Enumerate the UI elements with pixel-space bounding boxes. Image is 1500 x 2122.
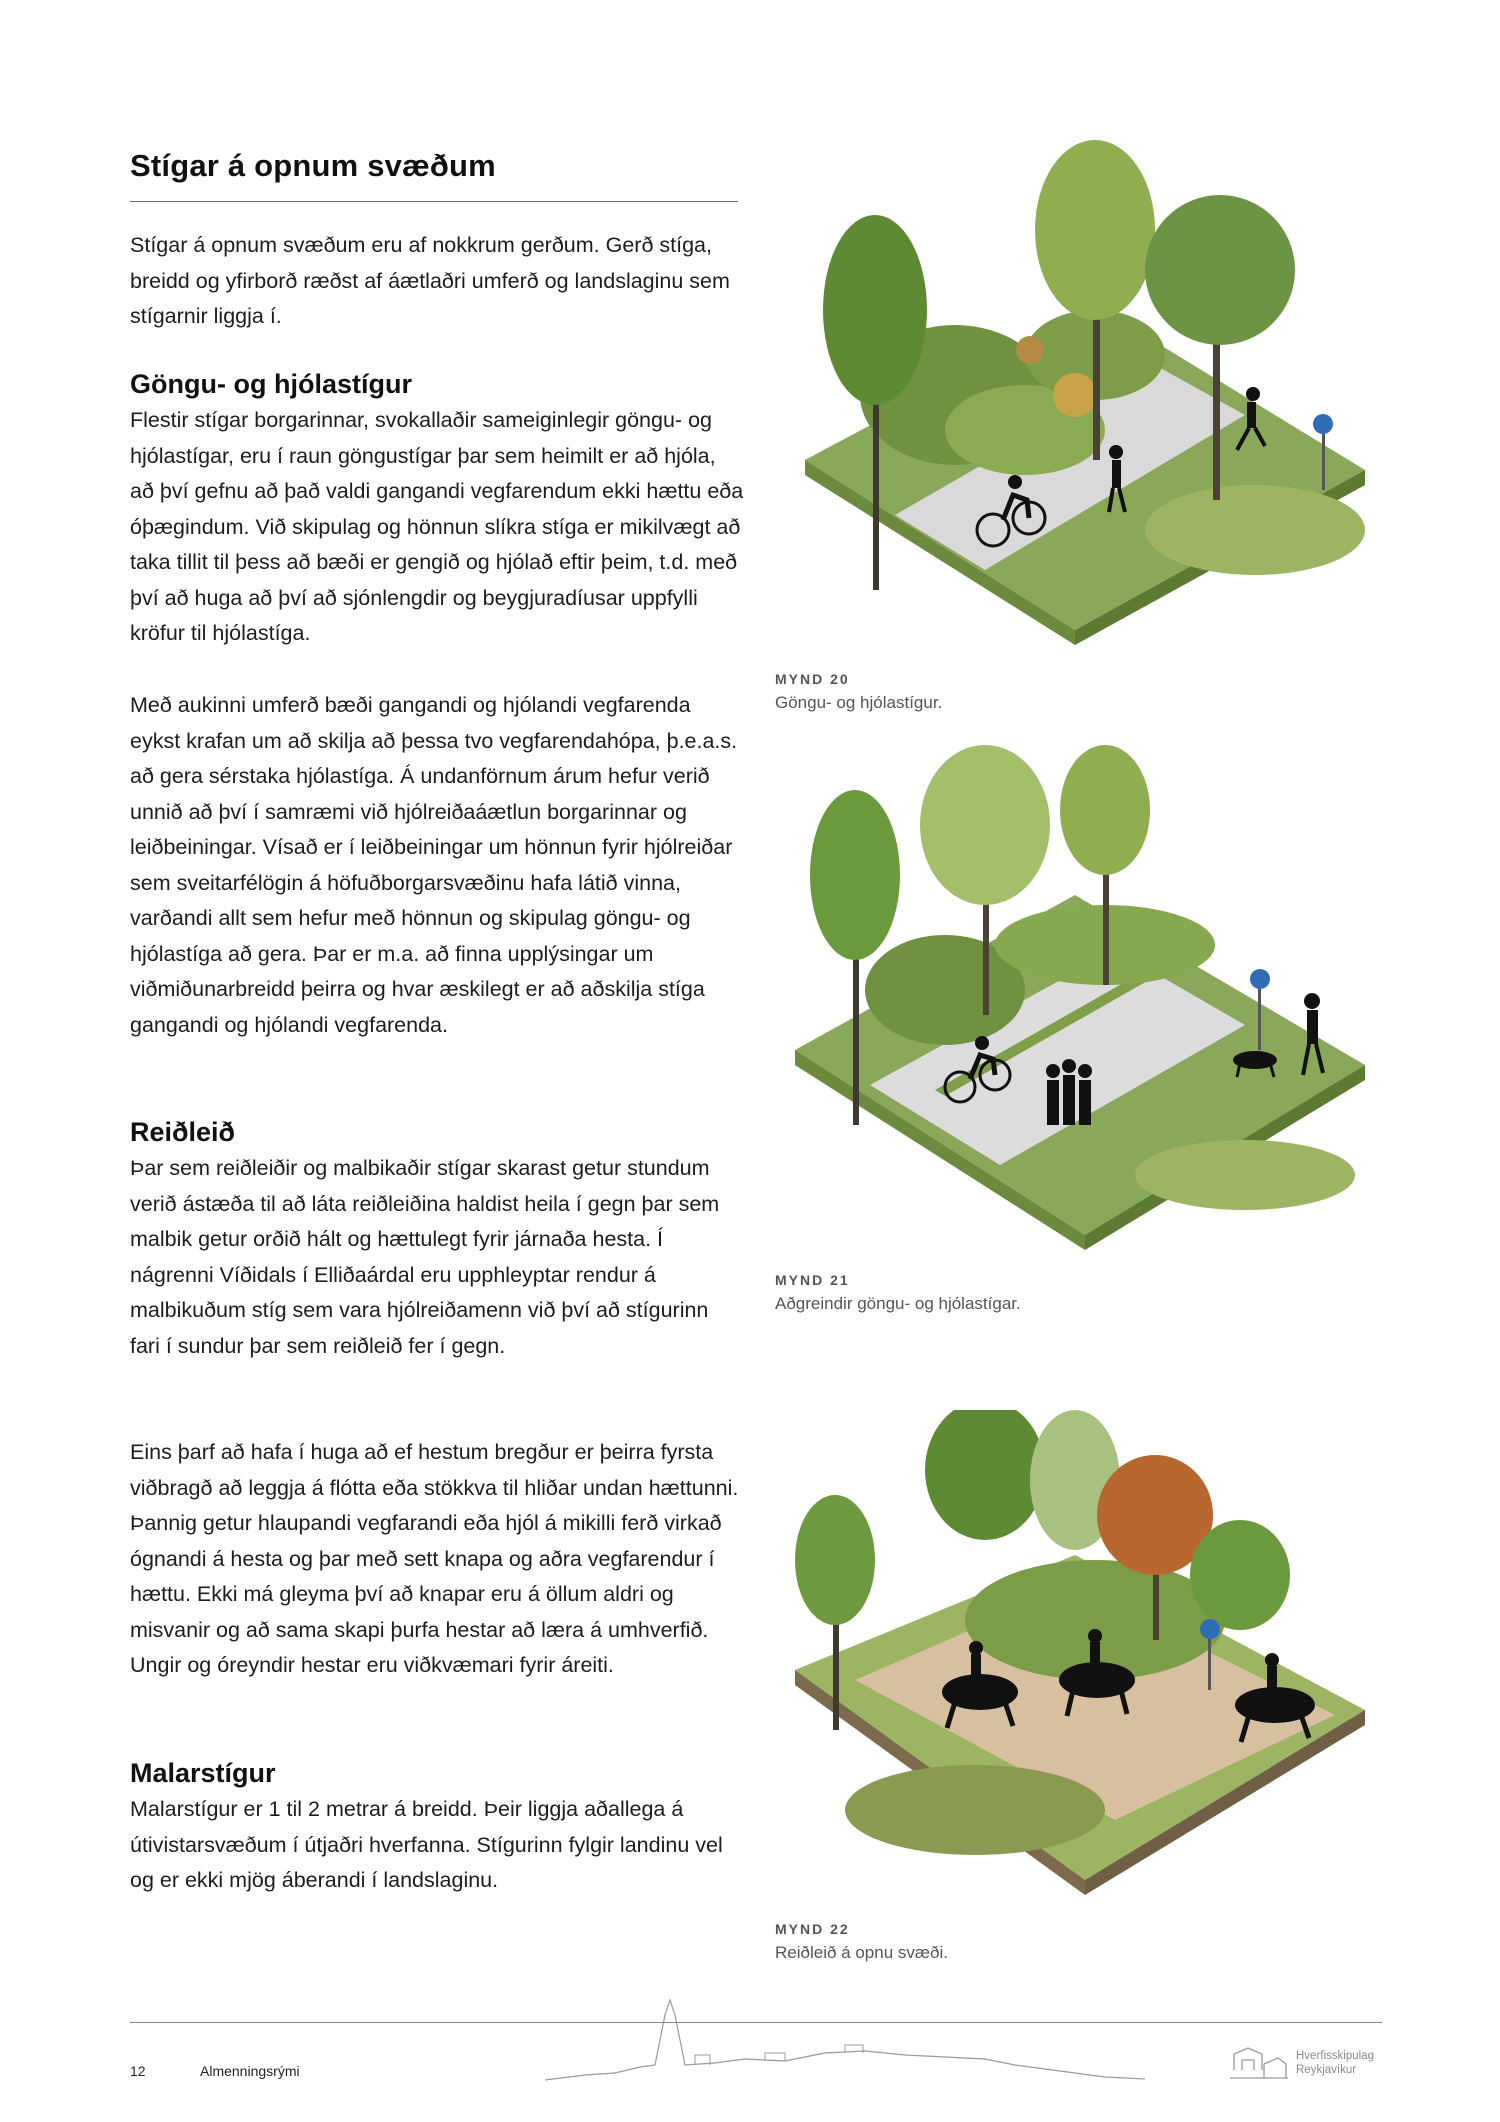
figure-21-label: MYND 21: [775, 1272, 850, 1288]
section-name: Almenningsrými: [200, 2063, 300, 2079]
reidleid-paragraph-1: Þar sem reiðleiðir og malbikaðir stígar skarast getur stundum verið ástæða til að láta reiðleiðina haldist heila í gegn þar sem malbik getur orðið hált og hættulegt fyrir járnaða hesta. Í nágrenni Víðidals í Elliðaárdal eru upphleyptar rendur á malbikuðum stíg sem vara hjólreiðamenn við því að stígurinn fari í sundur þar sem reiðleið fer í gegn.: [130, 1156, 720, 1358]
figure-21-caption: Aðgreindir göngu- og hjólastígar.: [775, 1294, 1021, 1313]
title-divider: [130, 201, 738, 202]
figure-20: [775, 140, 1375, 713]
malarstigur-paragraph: Malarstígur er 1 til 2 metrar á breidd. Þeir liggja aðallega á útivistarsvæðum í útjaðri hverfanna. Stígurinn fylgir landinu vel og er ekki mjög áberandi í landslaginu.: [130, 1797, 723, 1892]
intro-paragraph: Stígar á opnum svæðum eru af nokkrum gerðum. Gerð stíga, breidd og yfirborð ræðst af áætlaðri umferð og landslaginu sem stígarnir liggja í.: [130, 233, 730, 328]
gongu-paragraph-1: Flestir stígar borgarinnar, svokallaðir sameiginlegir göngu- og hjólastígar, eru í raun göngustígar þar sem heimilt er að hjóla, að því gefnu að það valdi gangandi vegfarendum ekki hættu eða óþægindum. Við skipulag og hönnun slíkra stíga er mikilvægt að taka tillit til þess að bæði er gengið og hjólað eftir þeim, t.d. með því að huga að því að sjónlengdir og beygjuradíusar uppfylli kröfur til hjólastíga.: [130, 408, 744, 645]
page-title: Stígar á opnum svæðum: [130, 148, 496, 183]
figure-22: [775, 1410, 1375, 1963]
logo-line-1: Hverfisskipulag: [1296, 2050, 1374, 2062]
figure-20-illustration: [775, 140, 1375, 660]
heading-malarstigur: Malarstígur: [130, 1758, 276, 1788]
figure-21: [775, 745, 1375, 1314]
heading-gongu-og-hjolastigur: Göngu- og hjólastígur: [130, 369, 412, 399]
figure-21-illustration: [775, 745, 1375, 1265]
page-number: 12: [130, 2063, 146, 2079]
figure-22-label: MYND 22: [775, 1921, 850, 1937]
logo-line-2: Reykjavíkur: [1296, 2064, 1357, 2076]
figure-22-caption: Reiðleið á opnu svæði.: [775, 1943, 948, 1962]
gongu-paragraph-2: Með aukinni umferð bæði gangandi og hjólandi vegfarenda eykst krafan um að skilja að þessa tvo vegfarendahópa, þ.e.a.s. að gera sérstaka hjólastíga. Á undanförnum árum hefur verið unnið að því í samræmi við hjólreiðaáætlun borgarinnar og leiðbeiningar. Vísað er í leiðbeiningar um hönnun fyrir hjólreiðar sem sveitarfélögin á höfuðborgarsvæðinu hafa látið vinna, varðandi allt sem hefur með hönnun og skipulag göngu- og hjólastíga að gera. Þar er m.a. að finna upplýsingar um viðmiðunarbreidd þeirra og hvar æskilegt er að aðskilja stíga gangandi og hjólandi vegfarenda.: [130, 693, 738, 1037]
figure-20-label: MYND 20: [775, 671, 850, 687]
reidleid-paragraph-2: Eins þarf að hafa í huga að ef hestum bregður er þeirra fyrsta viðbragð að leggja á flótta eða stökkva til hliðar undan hættunni. Þannig getur hlaupandi vegfarandi eða hjól á mikilli ferð virkað ógnandi á hesta og þar með sett knapa og aðra vegfarendur í hættu. Ekki má gleyma því að knapar eru á öllum aldri og misvanir og að sama skapi þurfa hestar að læra á umhverfið. Ungir og óreyndir hestar eru viðkvæmari fyrir áreiti.: [130, 1440, 739, 1677]
reykjavik-skyline-illustration: [545, 1995, 1175, 2085]
footer-divider: [130, 2022, 1382, 2023]
figure-22-illustration: [775, 1410, 1375, 1910]
figure-20-caption: Göngu- og hjólastígur.: [775, 693, 943, 712]
logo-text: [1296, 2049, 1374, 2077]
hverfisskipulag-logo-icon: [1228, 2040, 1290, 2084]
heading-reidleid: Reiðleið: [130, 1117, 236, 1147]
